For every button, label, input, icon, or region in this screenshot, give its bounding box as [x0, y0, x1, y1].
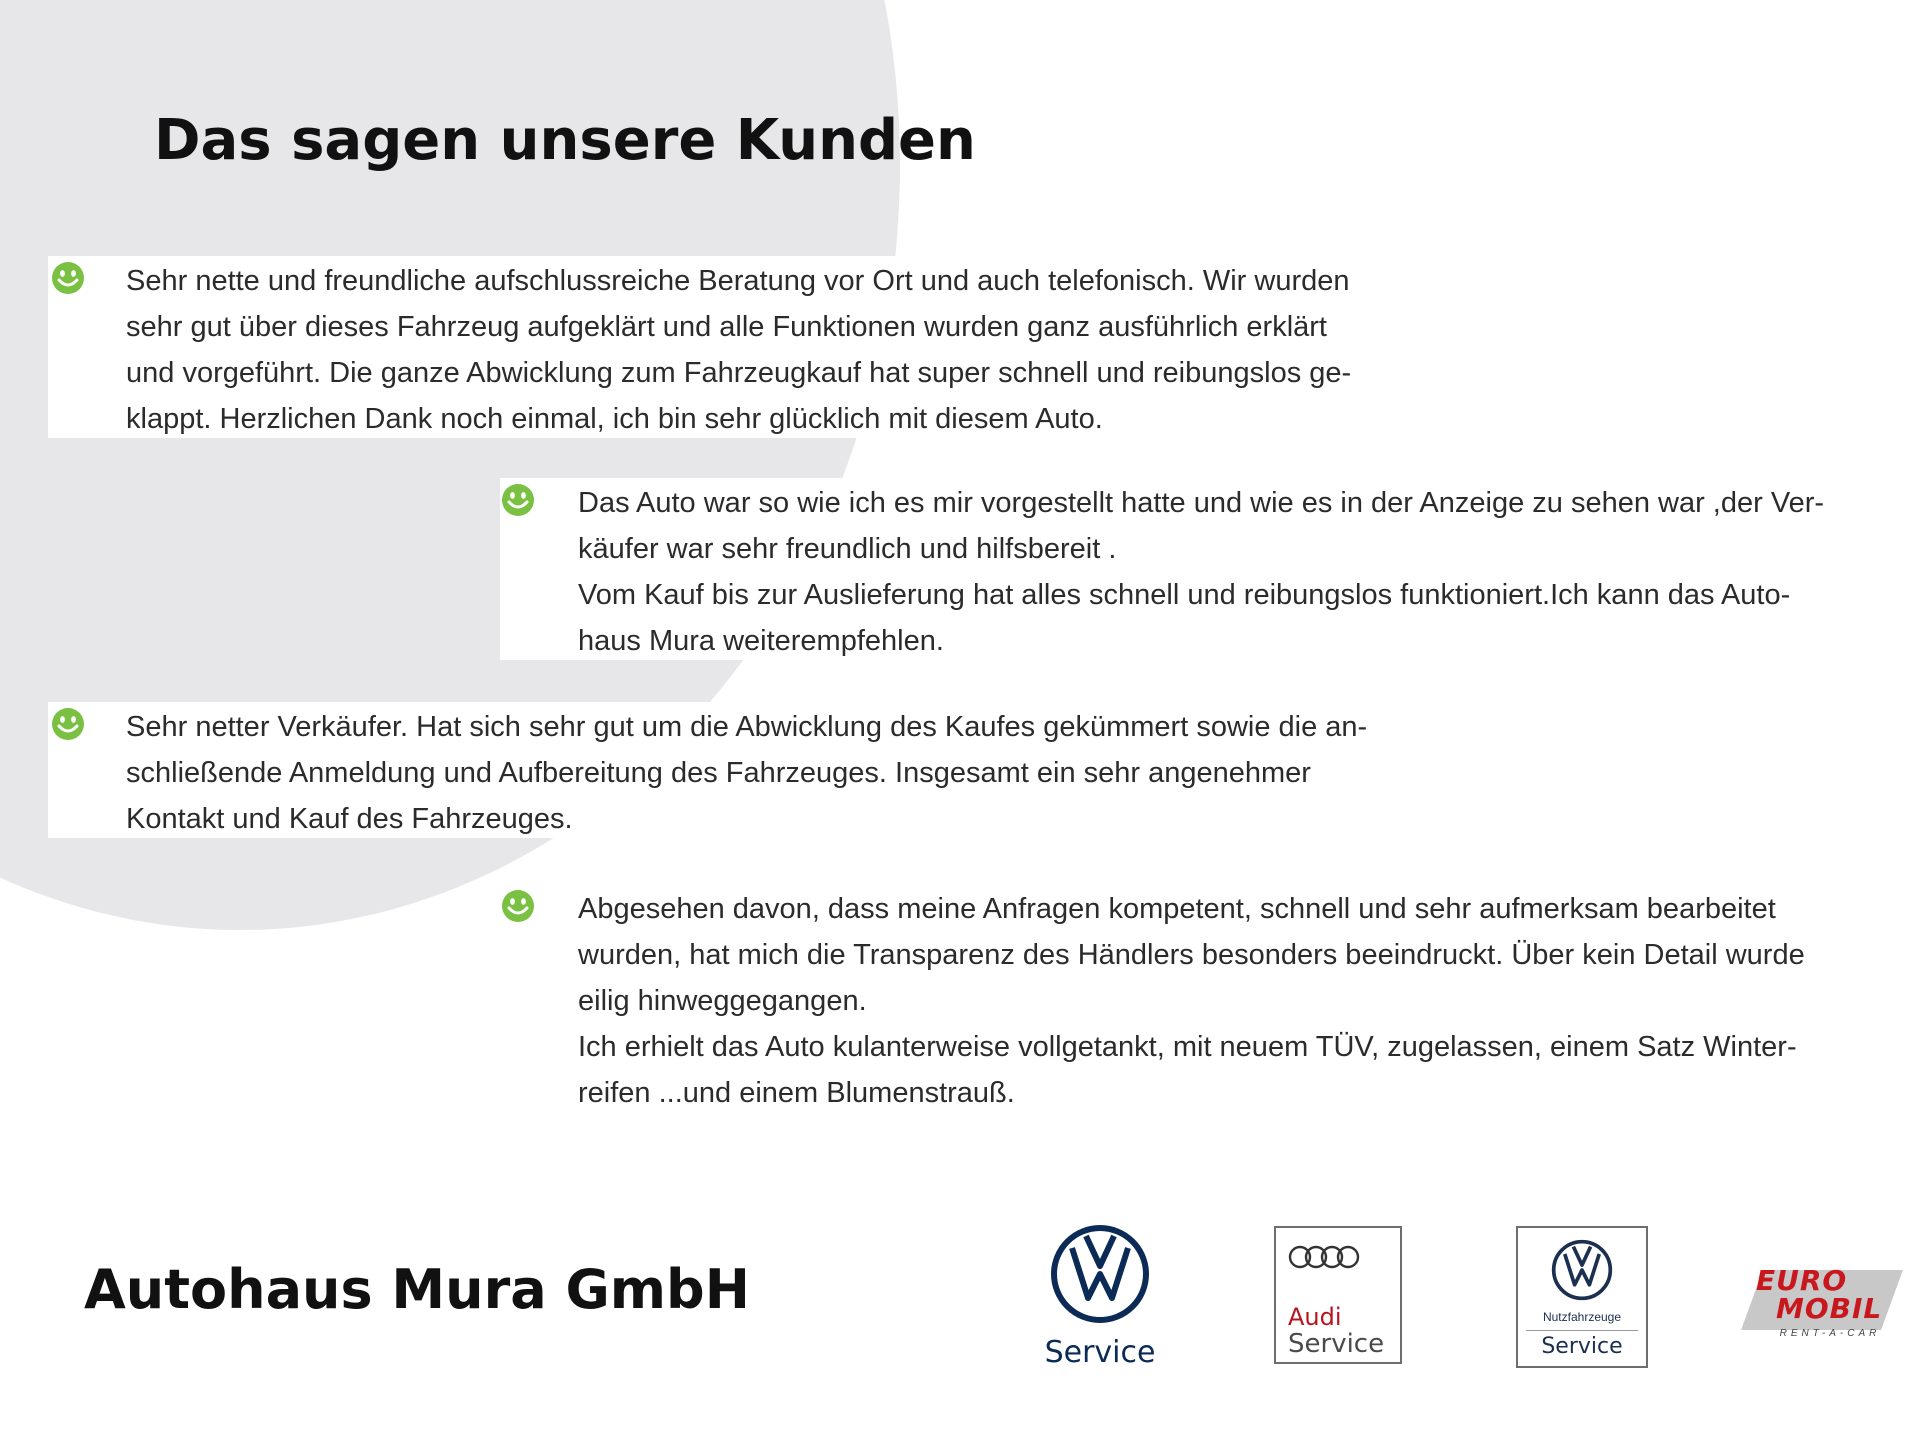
vw-service-caption: Service [1044, 1335, 1156, 1370]
vw-logo-icon [1048, 1222, 1152, 1326]
review-line: und vorgeführt. Die ganze Abwicklung zum Fahrzeugkauf hat super schnell und reibungslos ge- [126, 357, 1352, 389]
review-card [500, 478, 1920, 660]
review-line: käufer war sehr freundlich und hilfsbereit . [578, 533, 1117, 565]
page-title: Das sagen unsere Kunden [154, 108, 976, 173]
review-line: schließende Anmeldung und Aufbereitung des Fahrzeuges. Insgesamt ein sehr angenehmer [126, 757, 1311, 789]
review-text [126, 258, 1351, 442]
review-line: Das Auto war so wie ich es mir vorgestellt hatte und wie es in der Anzeige zu sehen war ,der Ver- [578, 487, 1825, 519]
review-line: klappt. Herzlichen Dank noch einmal, ich bin sehr glücklich mit diesem Auto. [126, 403, 1103, 435]
smiley-icon [500, 888, 536, 924]
review-line: Sehr nette und freundliche aufschlussreiche Beratung vor Ort und auch telefonisch. Wir wurden [126, 265, 1350, 297]
review-line: Sehr netter Verkäufer. Hat sich sehr gut um die Abwicklung des Kaufes gekümmert sowie die an- [126, 711, 1368, 743]
smiley-icon [50, 260, 86, 296]
logo-divider [1526, 1330, 1638, 1331]
euromobil-word-mobil: MOBIL [1776, 1292, 1883, 1325]
audi-service-label: Service [1288, 1329, 1385, 1359]
smiley-icon [50, 706, 86, 742]
review-line: Kontakt und Kauf des Fahrzeuges. [126, 803, 573, 835]
nutzfahrzeuge-service-label: Service [1541, 1334, 1623, 1359]
review-card [48, 702, 1388, 838]
review-line: eilig hinweggegangen. [578, 985, 867, 1017]
review-line: haus Mura weiterempfehlen. [578, 625, 944, 657]
smiley-icon [500, 482, 536, 518]
review-card [48, 256, 1388, 438]
review-line: Vom Kauf bis zur Auslieferung hat alles schnell und reibungslos funktioniert.Ich kann das Auto- [578, 579, 1791, 611]
euromobil-tagline: RENT-A-CAR [1779, 1328, 1881, 1339]
review-line: wurden, hat mich die Transparenz des Händlers besonders beeindruckt. Über kein Detail wurde [578, 939, 1805, 971]
review-text [126, 704, 1367, 842]
company-name: Autohaus Mura GmbH [84, 1258, 750, 1321]
euromobil-logo [1742, 1262, 1894, 1346]
review-text [578, 886, 1805, 1116]
vw-logo-icon [1550, 1238, 1614, 1302]
review-line: reifen ...und einem Blumenstrauß. [578, 1077, 1015, 1109]
review-line: Ich erhielt das Auto kulanterweise vollgetankt, mit neuem TÜV, zugelassen, einem Satz Winter- [578, 1031, 1797, 1063]
review-line: Abgesehen davon, dass meine Anfragen kompetent, schnell und sehr aufmerksam bearbeitet [578, 893, 1776, 925]
review-text [578, 480, 1824, 664]
audi-rings-icon [1286, 1242, 1366, 1272]
vw-service-logo [1040, 1222, 1160, 1370]
euromobil-word-euro: EURO [1756, 1264, 1848, 1297]
vw-nutzfahrzeuge-service-logo [1516, 1226, 1648, 1368]
audi-service-logo [1274, 1226, 1402, 1364]
review-card [500, 884, 1920, 1114]
review-line: sehr gut über dieses Fahrzeug aufgeklärt und alle Funktionen wurden ganz ausführlich erklärt [126, 311, 1327, 343]
audi-label: Audi [1288, 1303, 1342, 1331]
nutzfahrzeuge-label: Nutzfahrzeuge [1542, 1310, 1622, 1324]
